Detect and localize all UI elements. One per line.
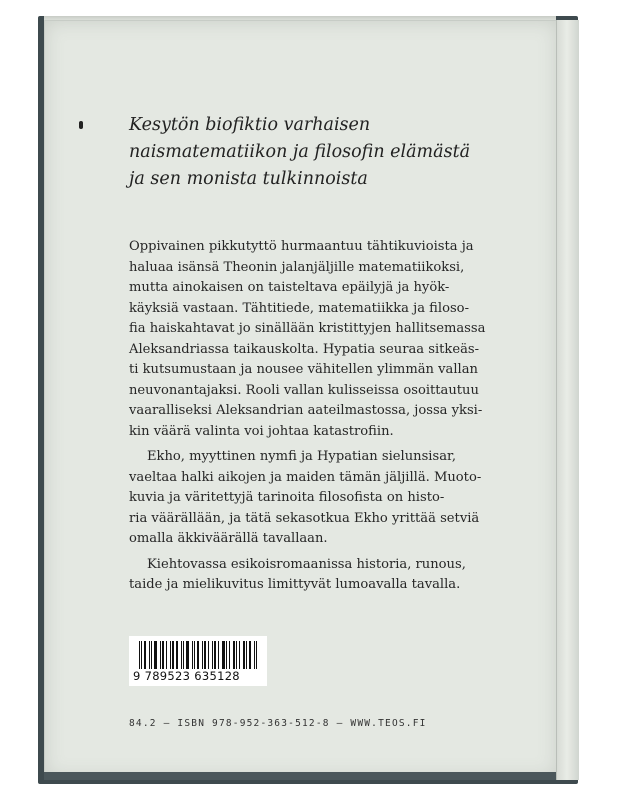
blurb-line: ria väärällään, ja tätä sekasotkua Ekho yrittää setviä bbox=[129, 510, 480, 526]
barcode-bar bbox=[154, 641, 157, 669]
barcode-bar bbox=[249, 641, 251, 669]
barcode-bar bbox=[141, 641, 142, 669]
barcode-bar bbox=[139, 641, 140, 669]
blurb bbox=[129, 237, 486, 596]
tagline-line: ja sen monista tulkinnoista bbox=[129, 169, 368, 189]
barcode-bar bbox=[172, 641, 174, 669]
blurb-line: neuvonantajaksi. Rooli vallan kulisseissa osoittautuu bbox=[129, 382, 479, 398]
blurb-line: Ekho, myyttinen nymfi ja Hypatian sielunsisar, bbox=[147, 449, 456, 464]
barcode-bar bbox=[183, 641, 184, 669]
book-spine bbox=[556, 20, 579, 780]
blurb-line: vaaralliseksi Aleksandrian aateilmastossa, jossa yksi- bbox=[129, 403, 483, 418]
barcode-bar bbox=[160, 641, 161, 669]
barcode-bar bbox=[246, 641, 247, 669]
barcode-bar bbox=[176, 641, 178, 669]
blurb-line: Aleksandriassa taikauskolta. Hypatia seuraa sitkeäs- bbox=[129, 341, 480, 357]
barcode-bar bbox=[204, 641, 206, 669]
barcode-bar bbox=[186, 641, 189, 669]
tagline bbox=[129, 112, 509, 193]
blurb-line: taide ja mielikuvitus limittyvät lumoavalla tavalla. bbox=[129, 577, 461, 592]
barcode-bar bbox=[229, 641, 230, 669]
barcode-bar bbox=[212, 641, 213, 669]
barcode-bar bbox=[236, 641, 237, 669]
barcode-bar bbox=[226, 641, 227, 669]
barcode-bar bbox=[181, 641, 182, 669]
cover-speck bbox=[79, 121, 83, 129]
barcode-bar bbox=[218, 641, 219, 669]
barcode-bar bbox=[214, 641, 216, 669]
barcode-bar bbox=[233, 641, 235, 669]
barcode-bar bbox=[151, 641, 152, 669]
barcode-bar bbox=[149, 641, 150, 669]
barcode-bar bbox=[166, 641, 167, 669]
barcode-bar bbox=[202, 641, 203, 669]
tagline-line: Kesytön biofiktio varhaisen bbox=[129, 115, 371, 135]
barcode-bar bbox=[194, 641, 195, 669]
blurb-line: ti kutsumustaan ja nousee vähitellen ylimmän vallan bbox=[129, 362, 478, 377]
barcode-bar bbox=[239, 641, 240, 669]
blurb-line: Oppivainen pikkutyttö hurmaantuu tähtikuvioista ja bbox=[129, 239, 474, 254]
blurb-line: haluaa isänsä Theonin jalanjäljille matematiikoksi, bbox=[129, 259, 465, 275]
blurb-line: kin väärä valinta voi johtaa katastrofiin. bbox=[129, 423, 394, 439]
barcode-bar bbox=[222, 641, 225, 669]
blurb-paragraph-3 bbox=[129, 555, 466, 596]
blurb-line: mutta ainokaisen on taisteltava epäilyjä ja hyök- bbox=[129, 280, 450, 295]
barcode-bar bbox=[192, 641, 193, 669]
cover-bottom-edge bbox=[44, 772, 556, 780]
blurb-line: kuvia ja väritettyjä tarinoita filosofista on histo- bbox=[129, 490, 445, 505]
barcode-bars bbox=[139, 641, 259, 669]
blurb-paragraph-1 bbox=[129, 237, 486, 442]
blurb-line: käyksiä vastaan. Tähtitiede, matematiikka ja filoso- bbox=[129, 300, 469, 316]
tagline-line: naismatematiikon ja filosofin elämästä bbox=[129, 142, 471, 162]
barcode-bar bbox=[144, 641, 146, 669]
barcode-number: 9 789523 635128 bbox=[133, 669, 240, 683]
barcode-bar bbox=[208, 641, 209, 669]
barcode-bar bbox=[243, 641, 245, 669]
barcode-bar bbox=[162, 641, 164, 669]
blurb-line: Kiehtovassa esikoisromaanissa historia, runous, bbox=[147, 556, 466, 572]
blurb-paragraph-2 bbox=[129, 447, 482, 550]
barcode-bar bbox=[256, 641, 257, 669]
blurb-line: omalla äkkiväärällä tavallaan. bbox=[129, 531, 328, 546]
barcode-bar bbox=[197, 641, 199, 669]
barcode-bar bbox=[254, 641, 255, 669]
isbn-barcode bbox=[129, 636, 267, 686]
isbn-footer: 84.2 — ISBN 978-952-363-512-8 — WWW.TEOS.FI bbox=[129, 718, 427, 729]
blurb-line: fia haiskahtavat jo sinällään kristittyjen hallitsemassa bbox=[129, 321, 486, 336]
barcode-bar bbox=[170, 641, 171, 669]
blurb-line: vaeltaa halki aikojen ja maiden tämän jäljillä. Muoto- bbox=[129, 469, 482, 485]
